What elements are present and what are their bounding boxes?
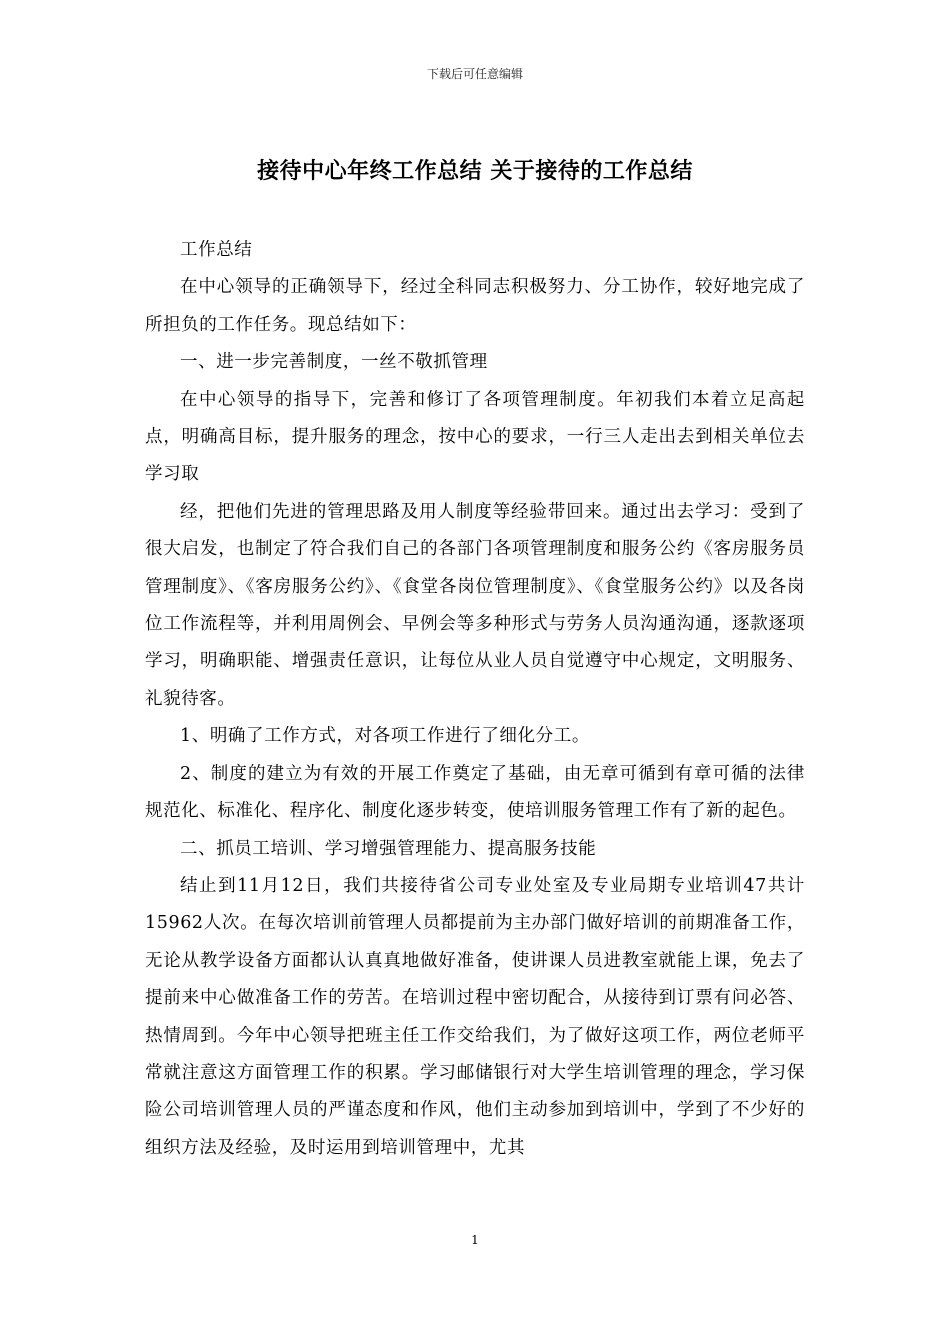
paragraph: 经，把他们先进的管理思路及用人制度等经验带回来。通过出去学习：受到了很大启发，也制定了符合我们自己的各部门各项管理制度和服务公约《客房服务员管理制度》、《客房服务公约》、《食堂各岗位管理制度》、《食堂服务公约》以及各岗位工作流程等，并利用周例会、早例会等多种形式与劳务人员沟通沟通，逐款逐项学习，明确职能、增强责任意识，让每位从业人员自觉遵守中心规定，文明服务、礼貌待客。 xyxy=(145,501,805,709)
page-number: 1 xyxy=(471,1233,479,1247)
section-heading-1: 一、进一步完善制度，一丝不敬抓管理 xyxy=(180,352,488,373)
paragraph-heading: 工作总结 xyxy=(180,240,253,260)
document-body xyxy=(145,232,805,1167)
document-title: 接待中心年终工作总结 关于接待的工作总结 xyxy=(257,159,693,184)
paragraph: 结止到11月12日，我们共接待省公司专业处室及专业局期专业培训47共计15962人次。在每次培训前管理人员都提前为主办部门做好培训的前期准备工作，无论从教学设备方面都认认真真地做好准备，使讲课人员进教室就能上课，免去了提前来中心做准备工作的劳苦。在培训过程中密切配合，从接待到订票有问必答、热情周到。今年中心领导把班主任工作交给我们，为了做好这项工作，两位老师平常就注意这方面管理工作的积累。学习邮储银行对大学生培训管理的理念，学习保险公司培训管理人员的严谨态度和作风，他们主动参加到培训中，学到了不少好的组织方法及经验，及时运用到培训管理中，尤其 xyxy=(145,875,805,1158)
header-note: 下载后可任意编辑 xyxy=(426,67,523,81)
list-item-2: 2、制度的建立为有效的开展工作奠定了基础，由无章可循到有章可循的法律规范化、标准化、程序化、制度化逐步转变，使培训服务管理工作有了新的起色。 xyxy=(145,763,805,822)
paragraph: 在中心领导的指导下，完善和修订了各项管理制度。年初我们本着立足高起点，明确高目标，提升服务的理念，按中心的要求，一行三人走出去到相关单位去学习取 xyxy=(145,389,805,485)
list-item-1: 1、明确了工作方式，对各项工作进行了细化分工。 xyxy=(180,726,590,747)
paragraph: 在中心领导的正确领导下，经过全科同志积极努力、分工协作，较好地完成了所担负的工作任务。现总结如下： xyxy=(145,277,805,335)
section-heading-2: 二、抓员工培训、学习增强管理能力、提高服务技能 xyxy=(180,838,597,859)
